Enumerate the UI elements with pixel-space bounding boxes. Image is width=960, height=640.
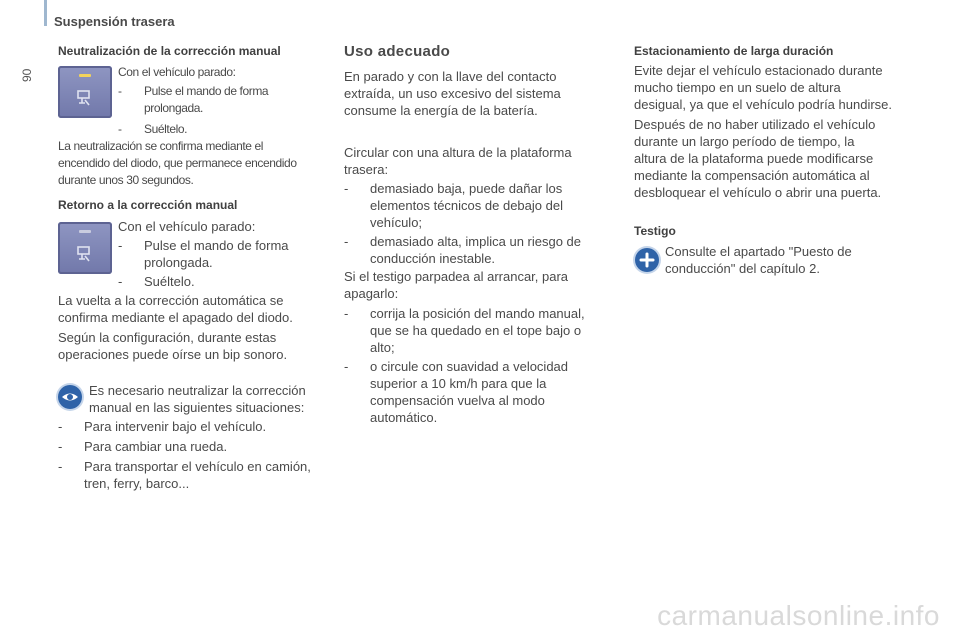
note-line: durante unos 30 segundos. [58, 173, 194, 187]
list-item-line: elementos técnicos de debajo del [370, 198, 563, 213]
paragraph-line: Si el testigo parpadea al arrancar, para [344, 269, 569, 284]
situations-list [58, 418, 328, 492]
header-accent-bar [44, 0, 47, 26]
led-indicator-icon [79, 230, 91, 233]
paragraph-line: confirma mediante el apagado del diodo. [58, 310, 293, 325]
list-item-line: Pulse el mando de forma [144, 84, 269, 98]
list-dash: - [344, 359, 349, 374]
led-indicator-icon [79, 74, 91, 77]
list-dash: - [344, 306, 349, 321]
list-dash: - [58, 439, 63, 454]
paragraph-line: Circular con una altura de la plataforma [344, 145, 572, 160]
paragraph-line: desbloquear el vehículo o abrir una puerta. [634, 185, 882, 200]
paragraph-line: consume la energía de la batería. [344, 103, 538, 118]
suspension-button-led-off-image [58, 222, 112, 274]
neutralize-situations-note [89, 382, 329, 416]
section-header-title: Suspensión trasera [54, 14, 175, 29]
return-list [118, 237, 318, 290]
list-item [58, 418, 328, 435]
eye-warning-icon [58, 385, 82, 409]
paragraph-line: operaciones puede oírse un bip sonoro. [58, 347, 288, 362]
proper-use-paragraph-3 [344, 268, 614, 302]
list-dash: - [58, 419, 63, 434]
list-dash: - [344, 181, 349, 196]
return-paragraph-2 [58, 329, 328, 363]
watermark-text: carmanualsonline.info [657, 600, 940, 631]
neutralization-intro: Con el vehículo parado: [118, 65, 236, 79]
paragraph-line: Después de no haber utilizado el vehículo [634, 117, 876, 132]
list-item-line: demasiado baja, puede dañar los [370, 181, 563, 196]
return-paragraph-1 [58, 292, 328, 326]
return-intro: Con el vehículo parado: [118, 219, 256, 234]
height-risks-list [344, 180, 614, 267]
list-dash: - [118, 274, 123, 289]
list-item-line: Para intervenir bajo el vehículo. [84, 419, 267, 434]
list-item-line: vehículo; [370, 215, 423, 230]
list-item [118, 83, 308, 117]
list-item-line: Suéltelo. [144, 274, 195, 289]
list-dash: - [344, 234, 349, 249]
page-number: 90 [20, 68, 34, 82]
note-line: manual en las siguientes situaciones: [89, 400, 305, 415]
note-line: La neutralización se confirma mediante el [58, 139, 264, 153]
list-item-line: prolongada. [144, 255, 213, 270]
paragraph-line: En parado y con la llave del contacto [344, 69, 557, 84]
list-item-line: o circule con suavidad a velocidad [370, 359, 569, 374]
list-item [344, 305, 614, 356]
list-item [344, 358, 614, 426]
list-item-line: Suéltelo. [144, 122, 188, 136]
list-item-line: superior a 10 km/h para que la [370, 376, 547, 391]
plus-info-icon [635, 248, 659, 272]
testigo-heading: Testigo [634, 224, 676, 238]
list-item-line: prolongada. [144, 101, 203, 115]
suspension-glyph-icon [75, 88, 95, 108]
paragraph-line: mediante la compensación automática al [634, 168, 870, 183]
return-heading: Retorno a la corrección manual [58, 198, 238, 212]
list-item [58, 438, 328, 455]
list-item [118, 237, 318, 271]
proper-use-heading: Uso adecuado [344, 43, 451, 60]
paragraph-line: Evite dejar el vehículo estacionado durante [634, 63, 883, 78]
paragraph-line: La vuelta a la corrección automática se [58, 293, 284, 308]
list-item-line: compensación vuelva al modo [370, 393, 545, 408]
list-dash: - [118, 84, 122, 98]
paragraph-line: apagarlo: [344, 286, 399, 301]
list-item [118, 273, 318, 290]
list-item-line: Pulse el mando de forma [144, 238, 289, 253]
proper-use-paragraph-1 [344, 68, 614, 119]
long-parking-paragraph-1 [634, 62, 924, 113]
long-parking-paragraph-2 [634, 116, 924, 201]
proper-use-paragraph-2 [344, 144, 614, 178]
list-item-line: corrija la posición del mando manual, [370, 306, 585, 321]
list-dash: - [58, 459, 63, 474]
note-line: encendido del diodo, que permanece encendido [58, 156, 297, 170]
neutralization-list [118, 83, 308, 138]
list-item-line: automático. [370, 410, 438, 425]
paragraph-line: Según la configuración, durante estas [58, 330, 277, 345]
list-item-line: tren, ferry, barco... [84, 476, 190, 491]
testigo-note [665, 243, 925, 277]
list-item-line: que se ha quedado en el tope bajo o [370, 323, 582, 338]
list-item [118, 121, 308, 138]
list-item [58, 458, 328, 492]
paragraph-line: trasera: [344, 162, 389, 177]
note-line: conducción" del capítulo 2. [665, 261, 820, 276]
paragraph-line: mucho tiempo en un suelo de altura [634, 80, 841, 95]
list-dash: - [118, 122, 122, 136]
paragraph-line: extraída, un uso excesivo del sistema [344, 86, 561, 101]
list-item-line: conducción inestable. [370, 251, 496, 266]
long-parking-heading: Estacionamiento de larga duración [634, 44, 834, 58]
list-dash: - [118, 238, 123, 253]
list-item-line: demasiado alta, implica un riesgo de [370, 234, 582, 249]
suspension-glyph-icon [75, 244, 95, 264]
suspension-button-led-on-image [58, 66, 112, 118]
list-item-line: Para cambiar una rueda. [84, 439, 228, 454]
list-item [344, 180, 614, 231]
paragraph-line: altura de la plataforma puede modificarse [634, 151, 874, 166]
warning-light-actions-list [344, 305, 614, 426]
note-line: Consulte el apartado "Puesto de [665, 244, 852, 259]
neutralization-note [58, 138, 328, 189]
paragraph-line: durante un largo período de tiempo, la [634, 134, 855, 149]
paragraph-line: desigual, ya que el vehículo podría hundirse. [634, 97, 893, 112]
list-item-line: alto; [370, 340, 395, 355]
list-item-line: Para transportar el vehículo en camión, [84, 459, 311, 474]
list-item [344, 233, 614, 267]
note-line: Es necesario neutralizar la corrección [89, 383, 306, 398]
neutralization-heading: Neutralización de la corrección manual [58, 44, 281, 58]
